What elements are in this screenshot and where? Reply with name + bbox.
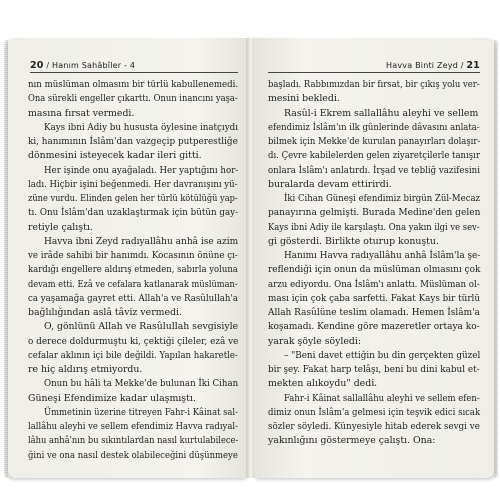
text-line: Havva ibni Zeyd radıyallâhu anhâ ise azim xyxy=(44,235,239,247)
chapter-title: Havva Binti Zeyd xyxy=(386,61,458,70)
text-line: efendimiz İslâm'ın ilk günlerinde dâvasını anlata- xyxy=(268,121,480,133)
book-title: Hanım Sahâbîler - 4 xyxy=(52,61,136,70)
text-line: mekten alıkoydu" dedi. xyxy=(268,378,378,390)
text-line: o derece doldurmuştu ki, çektiği çileler, ezâ ve xyxy=(28,335,239,347)
text-line: Fahr-i Kâinat sallallâhu aleyhi ve sellem efen- xyxy=(284,392,480,404)
text-line: mesini bekledi. xyxy=(268,93,340,105)
text-line: dimiz onun İslâm'a gelmesi için teşvik edici sıcak xyxy=(268,406,481,418)
left-header-rule xyxy=(30,72,238,73)
text-line: yakınlığını göstermeye çalıştı. Ona: xyxy=(268,435,436,447)
text-line: ki, hanımının İslâm'dan vazgeçip putperestliğe xyxy=(28,136,238,147)
separator-slash: / xyxy=(460,61,467,70)
text-line: O, gönlünü Allah ve Rasûlullah sevgisiyle xyxy=(44,321,239,333)
left-page xyxy=(8,38,248,478)
text-line: ve irâde sahibi bir hanımdı. Kocasının önüne çı- xyxy=(28,250,238,261)
text-line: bilmek için Mekke'de kurulan panayırları dolaşır- xyxy=(268,136,481,147)
open-book xyxy=(8,38,496,478)
text-line: züne vurdu. Elinden gelen her türlü kötülüğü yap- xyxy=(28,193,238,204)
text-line: Kays ibni Adiy bu hususta öylesine inatçıydı xyxy=(44,121,239,133)
left-page-number: 20 xyxy=(30,60,44,71)
text-line: tı. Onu İslâm'dan uzaklaştırmak için bütün gay- xyxy=(28,207,239,219)
text-line: bir şey. Fakat harp telâşı, beni bu dini kabul et- xyxy=(268,364,480,375)
text-line: Kays ibni Adiy ile karşılaştı. Ona yakın ilgi ve sev- xyxy=(268,221,480,233)
text-line: ğini ve ona nasıl destek olabileceğini düşünmeye xyxy=(28,449,238,461)
right-header-rule xyxy=(268,72,480,73)
text-line: devam etti. Ezâ ve cefalara katlanarak müslüman- xyxy=(28,278,238,290)
right-page xyxy=(254,38,494,478)
left-running-head xyxy=(30,60,135,71)
text-line: dı. Çevre kabilelerden gelen ziyaretçilerle tanışır xyxy=(268,150,480,162)
text-line: nın müslüman olmasını bir türlü kabullenemedi. xyxy=(28,79,239,90)
text-line: masına fırsat vermedi. xyxy=(28,107,135,119)
text-line: ladı. Hiçbir işini beğenmedi. Her davranışını yü- xyxy=(28,178,238,190)
text-line: Hanımı Havva radıyallâhu anhâ İslâm'la şe- xyxy=(284,250,481,261)
text-line: reflendiği için onun da müslüman olmasını çok xyxy=(268,264,481,276)
separator-slash: / xyxy=(46,61,53,70)
text-line: Ona sürekli engeller çıkarttı. Onun inancını yaşa- xyxy=(28,93,238,105)
right-page-edge xyxy=(494,40,498,478)
text-line: lâhu anhâ'nın bu sıkıntılardan nasıl kurtulabilece- xyxy=(28,435,239,447)
text-line: Rasûl-i Ekrem sallallâhu aleyhi ve sellem xyxy=(284,107,479,119)
text-line: ca yaşamağa gayret etti. Allah'a ve Rasûlullah'a xyxy=(28,292,238,304)
text-line: lallâhu aleyhi ve sellem efendimiz Havva radıyal- xyxy=(28,421,238,432)
text-line: arzu ediyordu. Ona İslâm'ı anlattı. Müslüman ol- xyxy=(268,278,480,290)
right-body-text xyxy=(268,78,480,449)
text-line: Güneşi Efendimize kadar ulaşmıştı. xyxy=(28,392,196,404)
text-line: cefalar aklının içi bile değildi. Yapılan hakaretle- xyxy=(28,349,238,361)
text-line: İki Cihan Güneşi efendimiz birgün Zül-Mecaz xyxy=(284,193,481,204)
text-line: buralarda devam ettirirdi. xyxy=(268,178,392,190)
text-line: kardığı engellere aldırış etmeden, sabırla yoluna xyxy=(28,264,238,276)
text-line: retiyle çalıştı. xyxy=(28,221,93,233)
text-line: – "Beni davet ettiğin bu din gerçekten güzel xyxy=(284,349,481,361)
text-line: yarak şöyle söyledi: xyxy=(268,335,362,347)
text-line: Allah Rasûlüne teslim olamadı. Hemen İslâm'a xyxy=(268,307,480,318)
text-line: sözler söyledi. Künyesiyle hitab ederek sevgi ve xyxy=(268,421,480,432)
text-line: bağlılığından aslâ tâviz vermedi. xyxy=(28,307,182,318)
text-line: onlara İslâm'ı anlatırdı. İrşad ve tebliğ vazifesini xyxy=(268,164,480,176)
right-page-number: 21 xyxy=(466,60,480,71)
text-line: başladı. Rabbımızdan bir fırsat, bir çıkış yolu ver- xyxy=(268,79,480,90)
text-line: ması için çok çaba sarfetti. Fakat Kays bir türlü xyxy=(268,292,481,304)
text-line: panayırına gelmişti. Burada Medine'den gelen xyxy=(268,207,481,219)
text-line: Ümmetinin üzerine titreyen Fahr-i Kâinat sal- xyxy=(44,406,238,418)
text-line: dönmesini isteyecek kadar ileri gitti. xyxy=(28,150,202,162)
right-running-head xyxy=(386,60,480,71)
text-line: Onun bu hâli ta Mekke'de bulunan İki Cihan xyxy=(44,378,239,390)
text-line: koşamadı. Kendine göre mazeretler ortaya ko- xyxy=(268,321,480,333)
text-line: gi gösterdi. Birlikte oturup konuştu. xyxy=(268,235,439,247)
left-body-text xyxy=(28,78,238,463)
text-line: re hiç aldırış etmiyordu. xyxy=(28,364,143,375)
text-line: Her işinde onu ayağaladı. Her yaptığını hor- xyxy=(44,164,239,176)
